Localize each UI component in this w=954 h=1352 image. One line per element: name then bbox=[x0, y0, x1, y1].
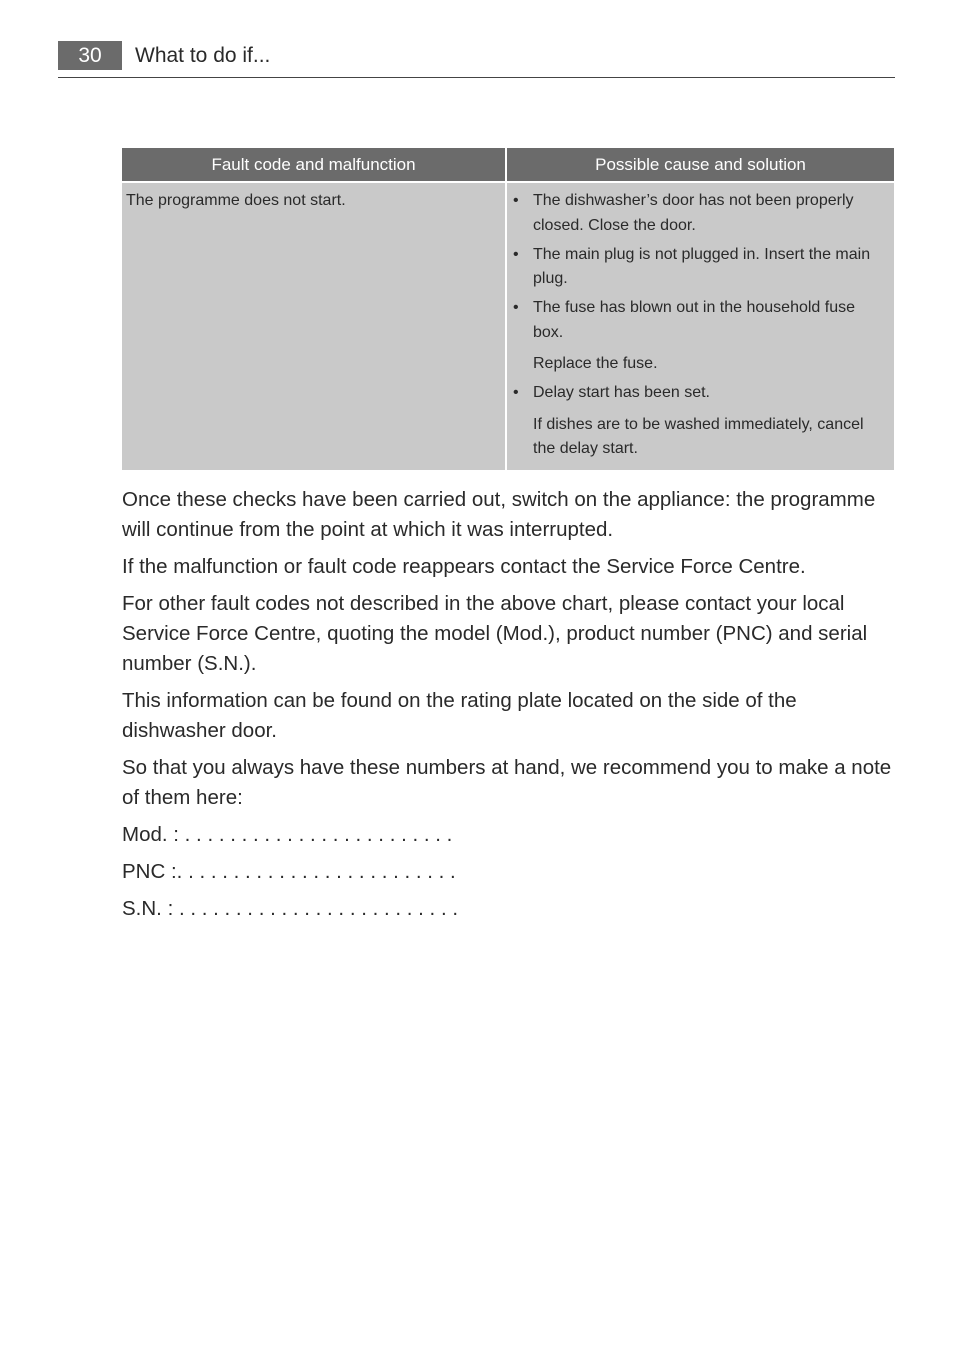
cause-text: Delay start has been set. bbox=[533, 384, 710, 401]
cause-text: The main plug is not plugged in. Insert the main plug. bbox=[533, 245, 871, 287]
bullet-icon: • bbox=[513, 192, 519, 209]
body-paragraph: This information can be found on the rating plate located on the side of the dishwasher door. bbox=[122, 689, 797, 742]
cause-item bbox=[513, 243, 886, 292]
bullet-icon: • bbox=[513, 299, 519, 316]
column-header-cause: Possible cause and solution bbox=[507, 148, 894, 181]
fault-cell bbox=[122, 181, 507, 470]
cause-item bbox=[513, 296, 886, 377]
section-title: What to do if... bbox=[135, 44, 271, 67]
cause-list bbox=[513, 189, 886, 462]
pnc-fill-line: PNC :. . . . . . . . . . . . . . . . . . . . . . . . . bbox=[122, 860, 456, 883]
cause-text: The fuse has blown out in the household fuse box. bbox=[533, 299, 855, 341]
cause-note: Replace the fuse. bbox=[533, 355, 658, 372]
fault-text: The programme does not start. bbox=[126, 192, 346, 209]
serial-fill-line: S.N. : . . . . . . . . . . . . . . . . . . . . . . . . . bbox=[122, 897, 459, 920]
table-row bbox=[122, 181, 894, 470]
column-header-fault: Fault code and malfunction bbox=[122, 148, 507, 181]
table-header-row bbox=[122, 148, 894, 181]
cause-text: The dishwasher’s door has not been properly closed. Close the door. bbox=[533, 192, 854, 234]
bullet-icon: • bbox=[513, 384, 519, 401]
cause-cell bbox=[507, 181, 894, 470]
cause-note: If dishes are to be washed immediately, cancel the delay start. bbox=[533, 415, 864, 457]
fault-table bbox=[122, 148, 894, 470]
page-header bbox=[58, 41, 895, 78]
cause-item bbox=[513, 381, 886, 462]
body-paragraph: For other fault codes not described in the above chart, please contact your local Service Force Centre, quoting the model (Mod.), product number (PNC) and serial number (S.N.). bbox=[122, 592, 868, 675]
body-paragraph: Once these checks have been carried out, switch on the appliance: the programme will continue from the point at which it was interrupted. bbox=[122, 488, 876, 541]
body-paragraph: So that you always have these numbers at hand, we recommend you to make a note of them here: bbox=[122, 756, 892, 809]
bullet-icon: • bbox=[513, 245, 519, 263]
body-paragraph: If the malfunction or fault code reappears contact the Service Force Centre. bbox=[122, 555, 806, 578]
cause-item bbox=[513, 189, 886, 238]
page-number: 30 bbox=[58, 41, 122, 70]
body-text bbox=[122, 485, 898, 931]
model-fill-line: Mod. : . . . . . . . . . . . . . . . . . . . . . . . . bbox=[122, 823, 453, 846]
